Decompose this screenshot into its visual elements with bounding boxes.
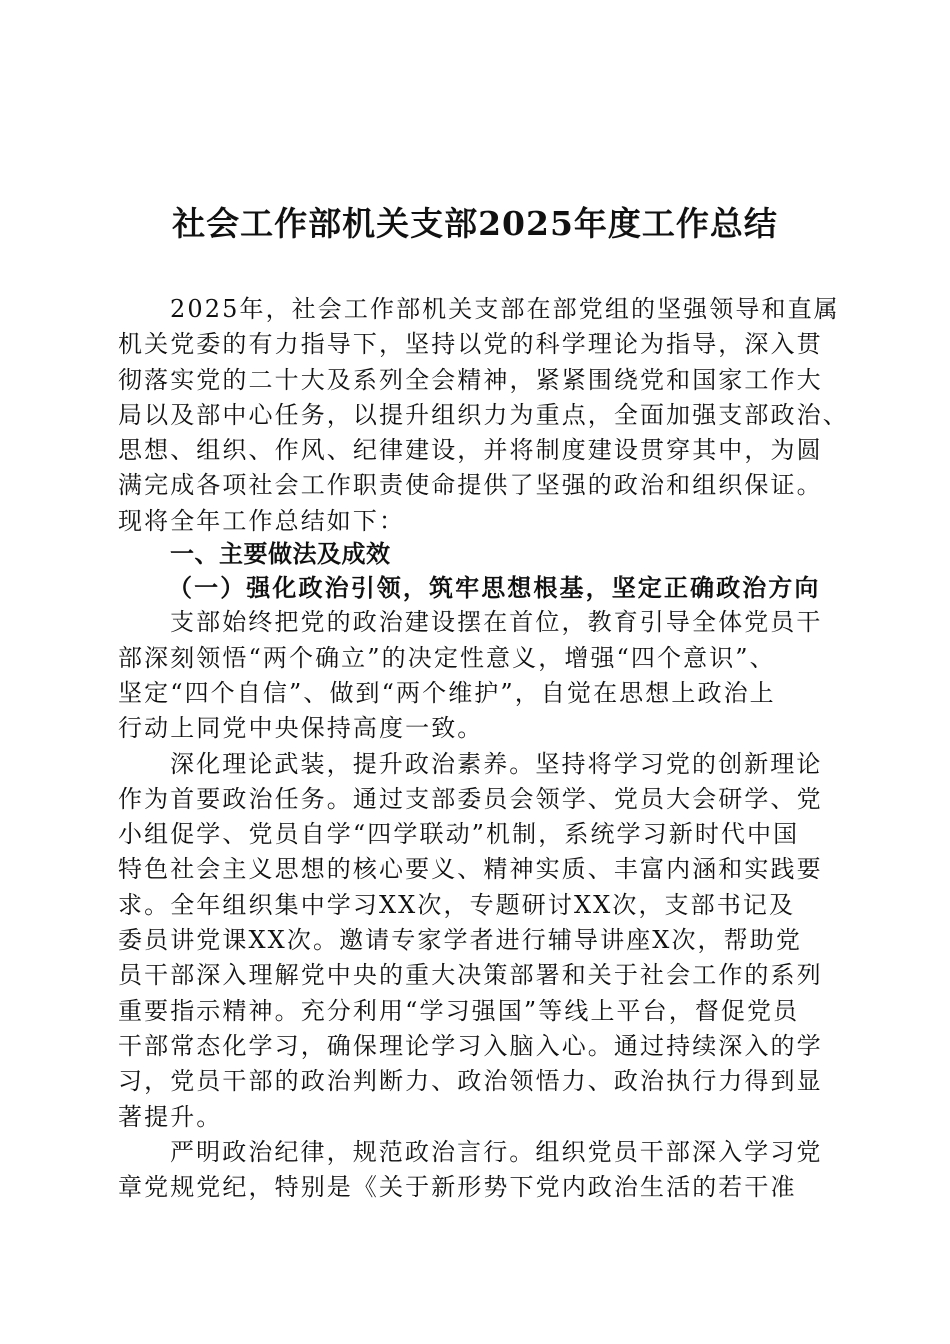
- document-body: [118, 292, 878, 1205]
- subsection-heading: （一）强化政治引领，筑牢思想根基，坚定正确政治方向: [168, 573, 821, 603]
- text-line: 2025年，社会工作部机关支部在部党组的坚强领导和直属: [170, 295, 840, 323]
- text-line: 思想、组织、作风、纪律建设，并将制度建设贯穿其中，为圆: [118, 436, 823, 465]
- text-line: 部深刻领悟“两个确立”的决定性意义，增强“四个意识”、: [118, 643, 776, 672]
- text-line: 小组促学、党员自学“四学联动”机制，系统学习新时代中国: [118, 820, 800, 849]
- text-line: 习，党员干部的政治判断力、政治领悟力、政治执行力得到显: [118, 1067, 823, 1096]
- text-line: 坚定“四个自信”、做到“两个维护”，自觉在思想上政治上: [118, 678, 776, 707]
- text-line: 著提升。: [118, 1102, 223, 1131]
- text-line: 现将全年工作总结如下：: [118, 506, 406, 535]
- text-line: 局以及部中心任务，以提升组织力为重点，全面加强支部政治、: [118, 400, 849, 429]
- text-line: 作为首要政治任务。通过支部委员会领学、党员大会研学、党: [118, 784, 823, 813]
- text-line: 行动上同党中央保持高度一致。: [118, 714, 484, 743]
- text-line: 重要指示精神。充分利用“学习强国”等线上平台，督促党员: [118, 996, 800, 1025]
- section-heading: 一、主要做法及成效: [170, 540, 391, 569]
- document-title: 社会工作部机关支部2025年度工作总结: [172, 204, 778, 243]
- paragraph-2: [118, 747, 878, 1135]
- text-line: 机关党委的有力指导下，坚持以党的科学理论为指导，深入贯: [118, 330, 823, 359]
- text-line: 委员讲党课XX次。邀请专家学者进行辅导讲座X次，帮助党: [118, 926, 802, 955]
- text-line: 支部始终把党的政治建设摆在首位，教育引导全体党员干: [170, 608, 823, 637]
- paragraph-3: [118, 1135, 878, 1206]
- intro-paragraph: [118, 292, 878, 539]
- text-line: 深化理论武装，提升政治素养。坚持将学习党的创新理论: [170, 749, 823, 778]
- text-line: 满完成各项社会工作职责使命提供了坚强的政治和组织保证。: [118, 471, 823, 500]
- text-line: 干部常态化学习，确保理论学习入脑入心。通过持续深入的学: [118, 1031, 823, 1060]
- text-line: 求。全年组织集中学习XX次，专题研讨XX次，支部书记及: [118, 890, 796, 919]
- text-line: 彻落实党的二十大及系列全会精神，紧紧围绕党和国家工作大: [118, 365, 823, 394]
- text-line: 严明政治纪律，规范政治言行。组织党员干部深入学习党: [170, 1137, 823, 1166]
- text-line: 章党规党纪，特别是《关于新形势下党内政治生活的若干准: [118, 1173, 797, 1202]
- text-line: 员干部深入理解党中央的重大决策部署和关于社会工作的系列: [118, 961, 823, 990]
- text-line: 特色社会主义思想的核心要义、精神实质、丰富内涵和实践要: [118, 855, 823, 884]
- paragraph-1: [118, 605, 878, 746]
